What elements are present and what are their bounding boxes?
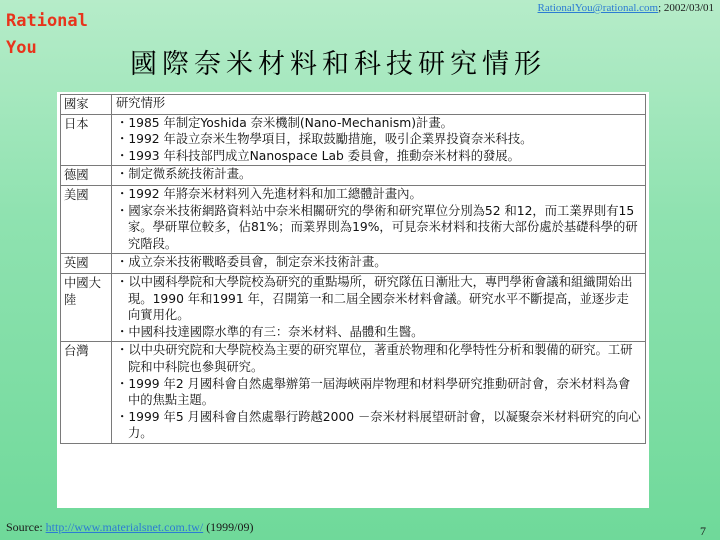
research-cell bbox=[112, 273, 646, 341]
country-cell: 日本 bbox=[61, 114, 112, 166]
logo bbox=[6, 8, 88, 62]
table-row bbox=[61, 254, 646, 274]
country-cell: 德國 bbox=[61, 166, 112, 186]
logo-line2: You bbox=[6, 38, 37, 58]
research-item: ・ 1999 年2 月國科會自然處舉辦第一屆海峽兩岸物理和材料學研究推動研討會，奈米材料為會中的焦點主題。 bbox=[116, 376, 641, 409]
table-header-row bbox=[61, 95, 646, 115]
research-item: ・ 制定微系統技術計畫。 bbox=[116, 166, 641, 183]
table-row bbox=[61, 166, 646, 186]
research-item: ・ 國家奈米技術網路資料站中奈米相關研究的學術和研究單位分別為52 和12，而工業界則有15 家。學研單位較多，佔81%；而業界則為19%，可見奈米材料和技術大部份處於基礎科學的研究階段。 bbox=[116, 203, 641, 253]
logo-line1: Rational bbox=[6, 11, 88, 31]
research-item: ・ 1985 年制定Yoshida 奈米機制(Nano-Mechanism)計畫。 bbox=[116, 115, 641, 132]
research-cell bbox=[112, 185, 646, 253]
table-row bbox=[61, 273, 646, 341]
table-row bbox=[61, 185, 646, 253]
source-footer bbox=[6, 520, 254, 535]
page-number: 7 bbox=[700, 524, 706, 538]
country-cell: 美國 bbox=[61, 185, 112, 253]
research-table bbox=[60, 94, 646, 444]
country-cell: 中國大陸 bbox=[61, 273, 112, 341]
research-cell bbox=[112, 166, 646, 186]
country-cell: 台灣 bbox=[61, 342, 112, 444]
research-item: ・ 1992 年將奈米材料列入先進材料和加工總體計畫內。 bbox=[116, 186, 641, 203]
email-link[interactable]: RationalYou@rational.com bbox=[537, 2, 659, 14]
header-country: 國家 bbox=[61, 95, 112, 115]
source-date: (1999/09) bbox=[203, 520, 254, 534]
research-item: ・ 以中國科學院和大學院校為研究的重點場所，研究隊伍日漸壯大，專門學術會議和組織開始出現。1990 年和1991 年，召開第一和二屆全國奈米材料會議。研究水平不斷提高，並逐步走向實用化。 bbox=[116, 274, 641, 324]
header-research: 研究情形 bbox=[112, 95, 646, 115]
research-cell bbox=[112, 114, 646, 166]
research-item: ・ 成立奈米技術戰略委員會，制定奈米技術計畫。 bbox=[116, 254, 641, 271]
country-cell: 英國 bbox=[61, 254, 112, 274]
source-label: Source: bbox=[6, 520, 46, 534]
research-item: ・ 1992 年設立奈米生物學項目，採取鼓勵措施，吸引企業界投資奈米科技。 bbox=[116, 131, 641, 148]
table-row bbox=[61, 342, 646, 444]
research-cell bbox=[112, 254, 646, 274]
research-item: ・ 1993 年科技部門成立Nanospace Lab 委員會，推動奈米材料的發展。 bbox=[116, 148, 641, 165]
research-item: ・ 1999 年5 月國科會自然處舉行跨越2000 －奈米材料展望研討會，以凝聚奈米材料研究的向心力。 bbox=[116, 409, 641, 442]
research-item: ・ 以中央研究院和大學院校為主要的研究單位，著重於物理和化學特性分析和製備的研究。工研院和中科院也參與研究。 bbox=[116, 342, 641, 375]
header-info bbox=[538, 2, 714, 14]
header-date: ; 2002/03/01 bbox=[658, 2, 714, 14]
research-table-image bbox=[57, 92, 649, 508]
table-row bbox=[61, 114, 646, 166]
source-link[interactable]: http://www.materialsnet.com.tw/ bbox=[45, 520, 204, 534]
research-item: ・ 中國科技達國際水準的有三：奈米材料、晶體和生醫。 bbox=[116, 324, 641, 341]
research-cell bbox=[112, 342, 646, 444]
page-title: 國際奈米材料和科技研究情形 bbox=[130, 49, 546, 80]
table-body bbox=[61, 114, 646, 443]
